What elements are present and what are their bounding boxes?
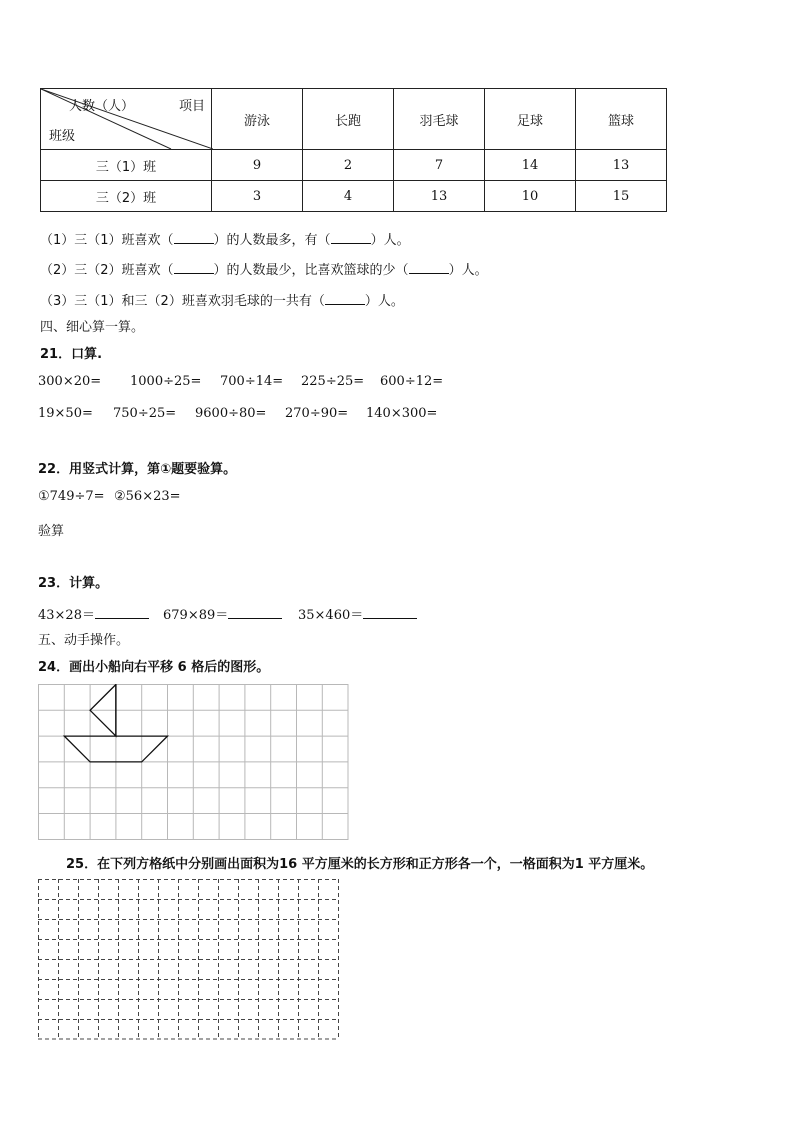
table-header-row xyxy=(41,89,667,150)
q21-item: 140×300= xyxy=(366,406,438,421)
stats-table xyxy=(40,88,667,212)
q21-item: 700÷14= xyxy=(220,374,284,389)
row-label: 三（2）班 xyxy=(41,181,212,212)
q21-item: 270÷90= xyxy=(285,406,349,421)
col-header: 游泳 xyxy=(212,89,303,150)
table-cell: 7 xyxy=(394,150,485,181)
q21-item: 9600÷80= xyxy=(195,406,267,421)
q25-title: 25．在下列方格纸中分别画出面积为16 平方厘米的长方形和正方形各一个，一格面积为1 平方厘米。 xyxy=(66,857,654,872)
q22-item: ②56×23= xyxy=(114,489,181,504)
answer-blank[interactable] xyxy=(409,261,449,274)
q22-item: ①749÷7= xyxy=(38,489,105,504)
q21-item: 750÷25= xyxy=(113,406,177,421)
q-text: ）的人数最多，有（ xyxy=(213,233,331,248)
answer-blank[interactable] xyxy=(325,292,365,305)
q23-item xyxy=(298,604,417,623)
table-cell: 14 xyxy=(485,150,576,181)
table-cell: 13 xyxy=(394,181,485,212)
q-text: ）的人数最少，比喜欢篮球的少（ xyxy=(213,263,409,278)
answer-line[interactable] xyxy=(95,606,149,619)
table-question-3 xyxy=(40,290,404,309)
q-text: ）人。 xyxy=(370,233,410,248)
q21-title: 21．口算. xyxy=(40,347,103,362)
q23-item xyxy=(38,604,149,623)
table-question-1 xyxy=(40,229,410,248)
q-text: （2）三（2）班喜欢（ xyxy=(40,263,174,278)
row-label: 三（1）班 xyxy=(41,150,212,181)
table-question-2 xyxy=(40,259,488,278)
q21-item: 225÷25= xyxy=(301,374,365,389)
table-cell: 9 xyxy=(212,150,303,181)
table-cell: 3 xyxy=(212,181,303,212)
corner-top-right: 项目 xyxy=(178,99,205,114)
q22-check-label: 验算 xyxy=(38,524,65,539)
table-cell: 10 xyxy=(485,181,576,212)
q-text: （1）三（1）班喜欢（ xyxy=(40,233,174,248)
table-cell: 13 xyxy=(576,150,667,181)
answer-blank[interactable] xyxy=(331,231,371,244)
q23-expr: 679×89＝ xyxy=(163,608,229,623)
q23-item xyxy=(163,604,282,623)
col-header: 篮球 xyxy=(576,89,667,150)
q21-item: 19×50= xyxy=(38,406,93,421)
table-cell: 15 xyxy=(576,181,667,212)
dashed-grid[interactable] xyxy=(38,879,340,1041)
q-text: （3）三（1）和三（2）班喜欢羽毛球的一共有（ xyxy=(40,294,325,309)
dashed-grid-lines xyxy=(38,879,339,1039)
q23-title: 23．计算。 xyxy=(38,576,109,591)
table-row xyxy=(41,181,667,212)
grid-lines xyxy=(38,684,348,840)
q21-item: 1000÷25= xyxy=(130,374,202,389)
boat-grid[interactable] xyxy=(38,684,349,841)
q21-item: 300×20= xyxy=(38,374,102,389)
section-4-title: 四、细心算一算。 xyxy=(40,320,145,335)
q22-title: 22．用竖式计算，第①题要验算。 xyxy=(38,462,237,477)
corner-top-left: 人数（人） xyxy=(69,99,135,114)
q24-title: 24．画出小船向右平移 6 格后的图形。 xyxy=(38,660,270,675)
q21-item: 600÷12= xyxy=(380,374,444,389)
q23-expr: 35×460＝ xyxy=(298,608,364,623)
answer-line[interactable] xyxy=(363,606,417,619)
col-header: 足球 xyxy=(485,89,576,150)
q-text: ）人。 xyxy=(364,294,404,309)
answer-line[interactable] xyxy=(228,606,282,619)
table-corner-cell xyxy=(41,89,212,150)
col-header: 羽毛球 xyxy=(394,89,485,150)
answer-blank[interactable] xyxy=(174,231,214,244)
q-text: ）人。 xyxy=(448,263,488,278)
corner-bottom-left: 班级 xyxy=(49,129,76,144)
answer-blank[interactable] xyxy=(174,261,214,274)
table-cell: 2 xyxy=(303,150,394,181)
q23-expr: 43×28＝ xyxy=(38,608,95,623)
table-cell: 4 xyxy=(303,181,394,212)
col-header: 长跑 xyxy=(303,89,394,150)
section-5-title: 五、动手操作。 xyxy=(38,633,130,648)
table-row xyxy=(41,150,667,181)
